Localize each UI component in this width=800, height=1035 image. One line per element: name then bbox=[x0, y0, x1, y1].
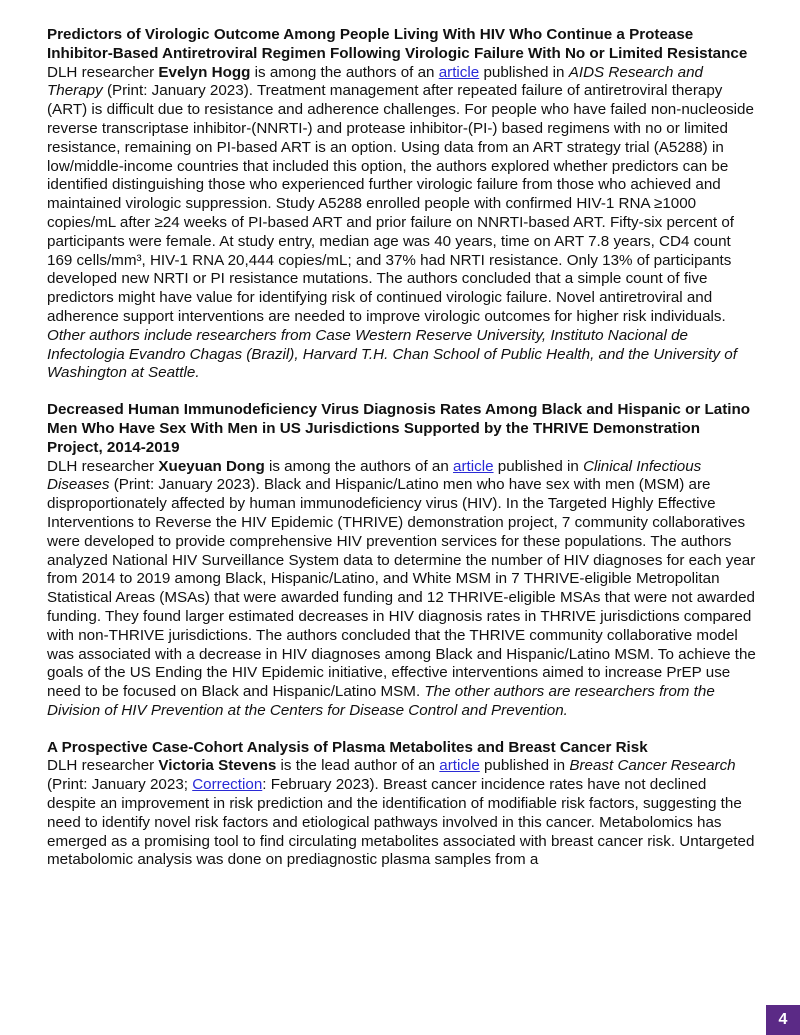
article-summary: Breast cancer incidence rates have not declined despite an improvement in risk prediction and the identification of modifiable risk factors, suggesting the need to identify novel risk factors and etiological pathways involved in this cancer. Metabolomics has emerged as a promising tool to find circulating metabolites associated with breast cancer risk. Untargeted metabolomic analysis was done on prediagnostic plasma samples from a bbox=[47, 776, 755, 869]
intro-prefix: DLH researcher bbox=[47, 457, 159, 475]
article-body bbox=[47, 64, 759, 384]
article-summary: Treatment management after repeated failure of antiretroviral therapy (ART) is difficult due to resistance and adherence challenges. For people who have failed non-nucleoside reverse transcriptase inhibitor-(NNRTI-) and protease inhibitor-(PI-) based regimens with no or limited resistance, remaining on PI-based ART is an option. Using data from an ART strategy trial (A5288) in low/middle-income countries that included this option, the authors explored whether predictors can be identified distinguishing those who experienced further virologic failure from those who achieved and maintained virologic suppression. Study A5288 enrolled people with confirmed HIV-1 RNA ≥1000 copies/mL after ≥24 weeks of PI-based ART and prior failure on NNRTI-based ART. Fifty-six percent of participants were female. At study entry, median age was 40 years, time on ART 7.8 years, CD4 count 169 cells/mm³, HIV-1 RNA 20,444 copies/mL; and 37% had NRTI resistance. Only 13% of participants developed new NRTI or PI resistance mutations. The authors concluded that a simple count of five predictors might have value for identifying risk of continued virologic failure. Novel antiretroviral and adherence support interventions are needed to improve virologic outcomes for higher risk individuals. bbox=[47, 82, 754, 325]
page-number-badge: 4 bbox=[766, 1005, 800, 1035]
pub-info: (Print: January 2023). bbox=[109, 476, 264, 494]
researcher-name: Victoria Stevens bbox=[158, 757, 277, 775]
article-body bbox=[47, 458, 759, 721]
article-title: Predictors of Virologic Outcome Among People Living With HIV Who Continue a Protease Inhibitor-Based Antiretroviral Regimen Following Virologic Failure With No or Limited Resistance bbox=[47, 26, 748, 62]
correction-link[interactable]: Correction bbox=[192, 776, 263, 794]
intro-after-link: published in bbox=[493, 457, 584, 475]
article-title: A Prospective Case-Cohort Analysis of Plasma Metabolites and Breast Cancer Risk bbox=[47, 738, 648, 756]
other-authors: The other authors are researchers from the Division of HIV Prevention at the Centers for Disease Control and Prevention. bbox=[47, 683, 715, 719]
article-1 bbox=[47, 26, 759, 383]
article-title: Decreased Human Immunodeficiency Virus Diagnosis Rates Among Black and Hispanic or Latino Men Who Have Sex With Men in US Jurisdictions Supported by the THRIVE Demonstration Project, 2014-2019 bbox=[47, 401, 751, 456]
researcher-name: Xueyuan Dong bbox=[158, 457, 265, 475]
journal-name: AIDS Research and Therapy bbox=[47, 63, 703, 100]
article-link[interactable]: article bbox=[439, 757, 480, 775]
pub-info: (Print: January 2023). bbox=[102, 82, 257, 100]
article-summary: Black and Hispanic/Latino men who have sex with men (MSM) are disproportionately affected by human immunodeficiency virus (HIV). In the Targeted Highly Effective Interventions to Reverse the HIV Epidemic (THRIVE) demonstration project, 7 community collaboratives were developed to provide comprehensive HIV prevention services for these populations. The authors analyzed National HIV Surveillance System data to determine the number of HIV diagnoses for each year from 2014 to 2019 among Black, Hispanic/Latino, and White MSM in 7 THRIVE-eligible Metropolitan Statistical Areas (MSAs) that were awarded funding and 12 THRIVE-eligible MSAs that were not awarded funding. They found larger estimated decreases in HIV diagnosis rates in THRIVE jurisdictions compared with non-THRIVE jurisdictions. The authors concluded that the THRIVE community collaborative model was associated with a decrease in HIV diagnoses among Black and Hispanic/Latino MSM. To achieve the goals of the US Ending the HIV Epidemic initiative, effective interventions aimed to increase PrEP use need to be focused on Black and Hispanic/Latino MSM. bbox=[47, 476, 756, 701]
intro-prefix: DLH researcher bbox=[47, 757, 159, 775]
intro-mid: is the lead author of an bbox=[276, 757, 440, 775]
journal-name: Clinical Infectious Diseases bbox=[47, 457, 702, 494]
other-authors: Other authors include researchers from Case Western Reserve University, Instituto Nacional de Infectologia Evandro Chagas (Brazil), Harvard T.H. Chan School of Public Health, and the University of Washington at Seattle. bbox=[47, 326, 737, 382]
article-2 bbox=[47, 401, 759, 721]
article-link[interactable]: article bbox=[438, 63, 480, 81]
intro-after-link: published in bbox=[479, 63, 569, 81]
intro-mid: is among the authors of an bbox=[250, 63, 439, 81]
journal-name: Breast Cancer Research bbox=[569, 757, 736, 775]
pub-info-post: : February 2023). bbox=[262, 776, 383, 794]
pub-info-pre: (Print: January 2023; bbox=[47, 776, 193, 794]
article-3 bbox=[47, 739, 759, 871]
article-body bbox=[47, 757, 759, 870]
article-link[interactable]: article bbox=[453, 457, 494, 475]
intro-after-link: published in bbox=[479, 757, 570, 775]
newsletter-page bbox=[47, 26, 759, 888]
researcher-name: Evelyn Hogg bbox=[158, 63, 251, 81]
intro-mid: is among the authors of an bbox=[264, 457, 454, 475]
intro-prefix: DLH researcher bbox=[47, 63, 159, 81]
